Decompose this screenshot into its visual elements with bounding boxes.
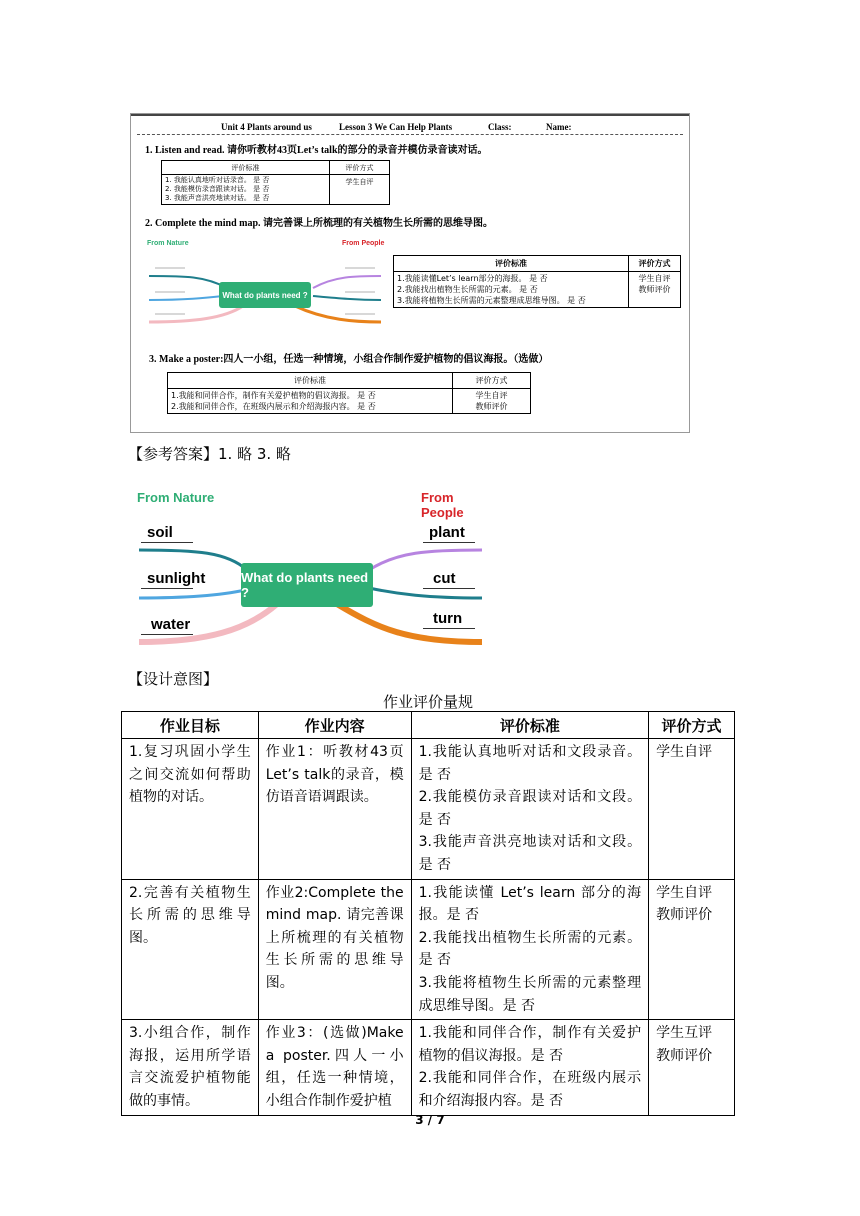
table-row	[122, 879, 735, 1020]
rubric-goal: 1.复习巩固小学生之间交流如何帮助植物的对话。	[122, 739, 259, 880]
task2-h-method: 评价方式	[629, 256, 681, 272]
task3-h-criteria: 评价标准	[168, 373, 453, 389]
task1-row: 1. 我能认真地听对话录音。 是 否	[165, 176, 270, 184]
mindmap-underline	[141, 634, 193, 635]
mindmap-word-people: plant	[429, 524, 465, 541]
task2-row: 1.我能读懂Let’s learn部分的海报。 是 否	[397, 274, 548, 283]
worksheet-unit: Unit 4 Plants around us	[221, 122, 312, 132]
task3-title: 3. Make a poster:四人一小组，任选一种情境，小组合作制作爱护植物的倡议海报。（选做）	[149, 354, 549, 365]
mindmap-underline	[141, 542, 193, 543]
rubric-caption: 作业评价量规	[382, 693, 473, 711]
task1-row: 2. 我能模仿录音跟读对话。 是 否	[165, 185, 270, 193]
rubric-content: 作业1：听教材43页Let’s talk的录音，模仿语音语调跟读。	[258, 739, 411, 880]
ws-from-nature: From Nature	[147, 240, 189, 247]
task1-table	[161, 160, 390, 205]
rubric-header: 作业目标	[122, 712, 259, 739]
task2-title: 2. Complete the mind map. 请完善课上所梳理的有关植物生长所需的思维导图。	[145, 218, 494, 229]
task1-h-criteria: 评价标准	[162, 161, 330, 175]
table-row	[122, 1020, 735, 1115]
worksheet-dashed-border	[137, 134, 683, 135]
criteria-line: 2.我能找出植物生长所需的元素。是 否	[418, 929, 642, 969]
worksheet-top-border	[131, 114, 689, 116]
criteria-line: 3.我能将植物生长所需的元素整理成思维导图。是 否	[418, 974, 642, 1014]
task2-row: 2.我能找出植物生长所需的元素。 是 否	[397, 285, 538, 294]
mindmap-word-people: cut	[433, 570, 456, 587]
task1-row: 3. 我能声音洪亮地读对话。 是 否	[165, 194, 270, 202]
mindmap-underline	[423, 542, 475, 543]
task3-method: 教师评价	[475, 402, 508, 411]
task3-h-method: 评价方式	[453, 373, 531, 389]
rubric-goal: 3.小组合作，制作海报，运用所学语言交流爱护植物能做的事情。	[122, 1020, 259, 1115]
worksheet-lesson: Lesson 3 We Can Help Plants	[339, 122, 453, 132]
answer-mindmap	[137, 490, 487, 650]
mindmap-word-nature: sunlight	[147, 570, 206, 587]
rubric-criteria	[411, 739, 649, 880]
mindmap-underline	[141, 588, 193, 589]
page-number: 3 / 7	[415, 1113, 445, 1127]
task2-method: 学生自评	[638, 274, 671, 283]
mindmap-underline	[423, 628, 475, 629]
criteria-line: 1.我能和同伴合作，制作有关爱护植物的倡议海报。是 否	[418, 1025, 642, 1064]
worksheet-name-label: Name:	[546, 122, 572, 132]
method-line: 学生自评	[656, 884, 713, 901]
mindmap-center: What do plants need ?	[241, 563, 373, 607]
table-row	[122, 739, 735, 880]
rubric-method	[649, 879, 735, 1020]
worksheet-class-label: Class:	[488, 122, 512, 132]
task2-method: 教师评价	[638, 285, 671, 294]
criteria-line: 2.我能和同伴合作，在班级内展示和介绍海报内容。是 否	[418, 1070, 642, 1109]
rubric-goal: 2.完善有关植物生长所需的思维导图。	[122, 879, 259, 1020]
method-line: 教师评价	[656, 907, 713, 924]
task2-h-criteria: 评价标准	[394, 256, 629, 272]
task1-title: 1. Listen and read. 请你听教材43页Let’s talk的部分的录音并模仿录音读对话。	[145, 145, 488, 156]
task1-method: 学生自评	[330, 175, 390, 205]
rubric-method	[649, 1020, 735, 1115]
rubric-header: 评价标准	[411, 712, 649, 739]
task3-row: 2.我能和同伴合作，在班级内展示和介绍海报内容。 是 否	[171, 402, 376, 411]
method-line: 学生互评	[656, 1025, 713, 1042]
task3-row: 1.我能和同伴合作，制作有关爱护植物的倡议海报。 是 否	[171, 391, 376, 400]
ws-mindmap-center: What do plants need ?	[219, 282, 311, 308]
rubric-table	[121, 711, 735, 1116]
design-label: 【设计意图】	[128, 670, 219, 688]
mindmap-word-nature: water	[151, 616, 191, 633]
answer-line: 【参考答案】1. 略 3. 略	[128, 445, 291, 463]
rubric-criteria	[411, 1020, 649, 1115]
rubric-header: 作业内容	[258, 712, 411, 739]
mindmap-word-nature: soil	[147, 524, 173, 541]
rubric-header: 评价方式	[649, 712, 735, 739]
rubric-method	[649, 739, 735, 880]
rubric-header-row	[122, 712, 735, 739]
criteria-line: 1.我能读懂 Let’s learn 部分的海报。是 否	[418, 884, 642, 924]
ws-from-people: From People	[342, 240, 385, 247]
rubric-content: 作业3：(选做)Make a poster.四人一小组，任选一种情境，小组合作制作爱护植	[258, 1020, 411, 1115]
task2-row: 3.我能将植物生长所需的元素整理成思维导图。 是 否	[397, 296, 586, 305]
mindmap-from-nature: From Nature	[137, 490, 215, 505]
mindmap-word-people: turn	[433, 610, 463, 627]
criteria-line: 1.我能认真地听对话和文段录音。是 否	[418, 744, 642, 783]
task3-table	[167, 372, 531, 414]
task2-table	[393, 255, 681, 308]
method-line: 教师评价	[656, 1047, 713, 1064]
criteria-line: 2.我能模仿录音跟读对话和文段。是 否	[418, 789, 642, 828]
criteria-line: 3.我能声音洪亮地读对话和文段。是 否	[418, 834, 642, 873]
mindmap-from-people: From People	[421, 490, 464, 520]
rubric-criteria	[411, 879, 649, 1020]
rubric-content: 作业2:Complete the mind map. 请完善课上所梳理的有关植物生长所需的思维导图。	[258, 879, 411, 1020]
task1-h-method: 评价方式	[330, 161, 390, 175]
mindmap-underline	[423, 588, 475, 589]
method-line: 学生自评	[656, 744, 713, 760]
task3-method: 学生自评	[475, 391, 508, 400]
worksheet-image	[130, 113, 690, 433]
